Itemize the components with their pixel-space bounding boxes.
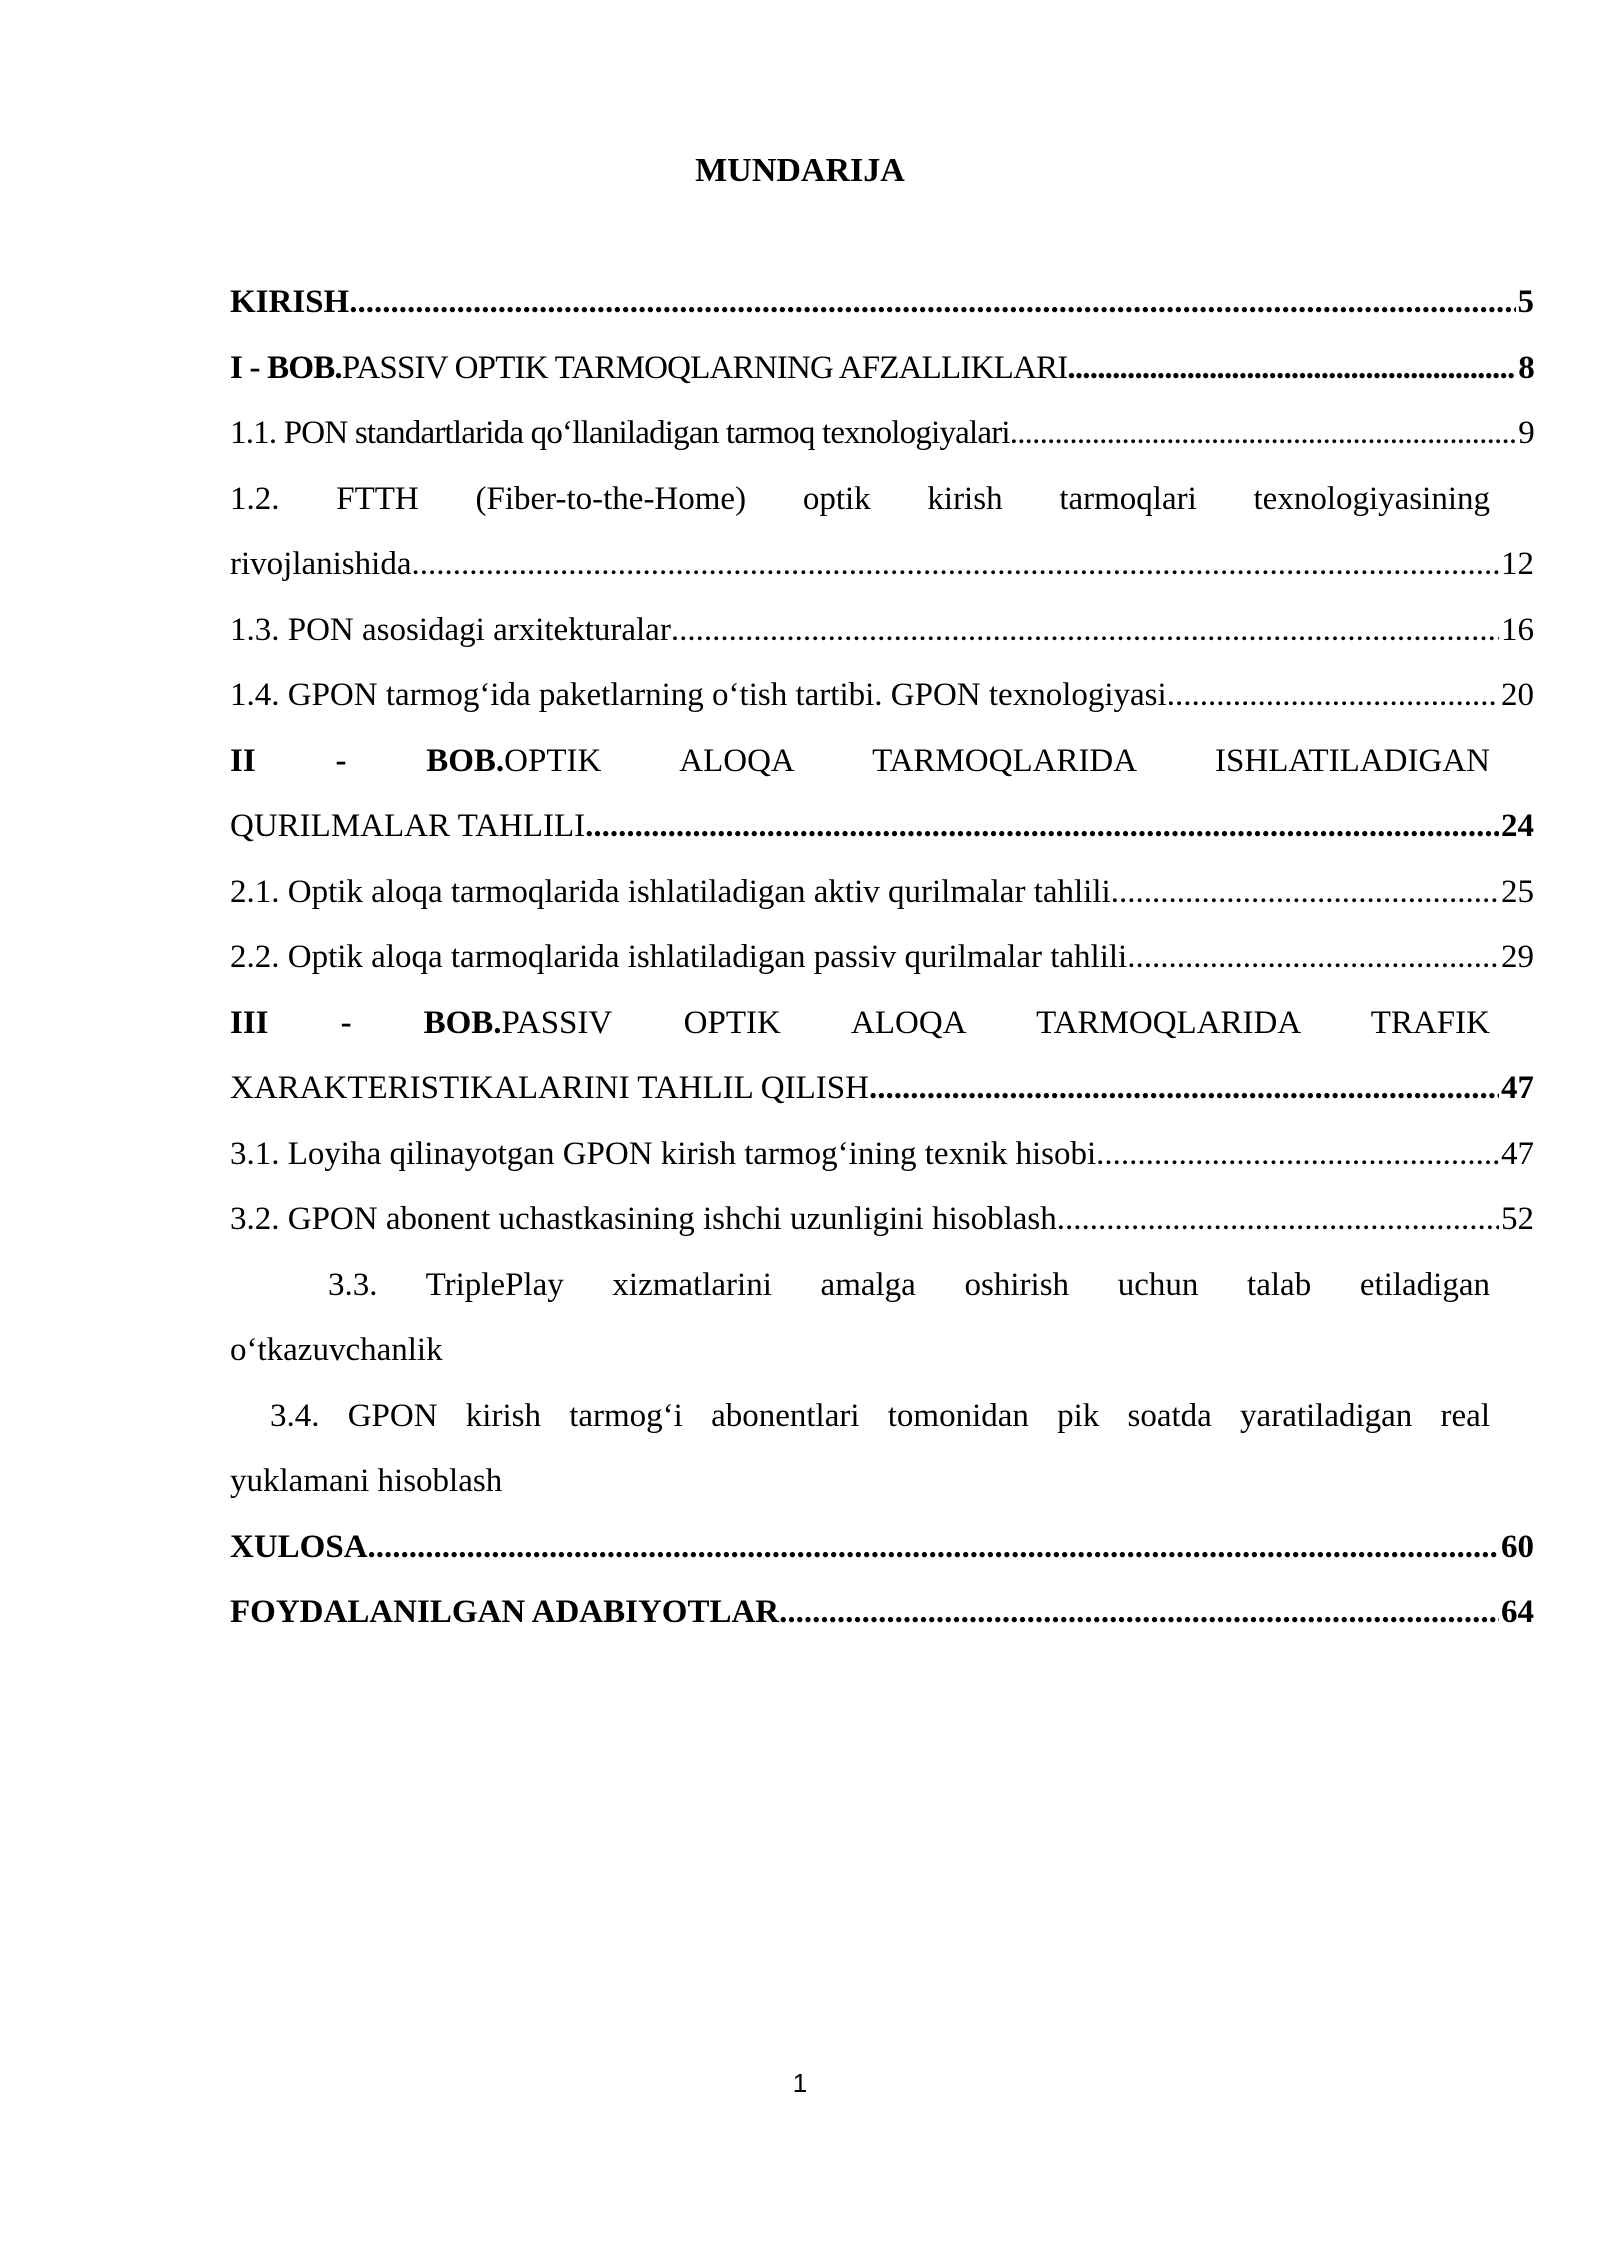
- toc-label: 3.2. GPON abonent uchastkasining ishchi uzunligini hisoblash: [230, 1201, 1057, 1237]
- toc-entry-chapter-1: [230, 350, 1534, 416]
- toc-leader: [671, 612, 1499, 649]
- toc-page: 24: [1501, 808, 1534, 844]
- toc-entry-adabiyotlar: [230, 1594, 1534, 1660]
- toc-label: 2.1. Optik aloqa tarmoqlarida ishlatiladigan aktiv qurilmalar tahlili: [230, 873, 1111, 910]
- toc-page: 9: [1518, 415, 1534, 451]
- toc-leader: [411, 546, 1499, 583]
- toc-page: 25: [1501, 873, 1534, 910]
- toc-label: QURILMALAR TAHLILI: [230, 808, 586, 844]
- toc-page: 16: [1501, 611, 1534, 648]
- toc-label: OPTIK ALOQA TARMOQLARIDA ISHLATILADIGAN: [504, 742, 1490, 779]
- toc-entry-chapter-3-line1: [230, 1005, 1534, 1071]
- toc-leader: [1111, 874, 1499, 911]
- toc-entry-3-4-line2: yuklamani hisoblash: [230, 1463, 503, 1499]
- toc-leader: [1096, 1136, 1499, 1173]
- toc-page: 29: [1501, 939, 1534, 975]
- toc-label: 2.2. Optik aloqa tarmoqlarida ishlatiladigan passiv qurilmalar tahlili: [230, 939, 1128, 975]
- toc-label: PASSIV OPTIK TARMOQLARNING AFZALLIKLARI: [341, 349, 1068, 386]
- toc-label: rivojlanishida: [230, 546, 412, 582]
- page-number: 1: [792, 2068, 808, 2098]
- toc-page: 47: [1501, 1135, 1534, 1172]
- toc-entry-3-4-line1: 3.4. GPON kirish tarmog‘i abonentlari tomonidan pik soatda yaratiladigan real: [270, 1397, 1490, 1434]
- toc-label: PASSIV OPTIK ALOQA TARMOQLARIDA TRAFIK: [501, 1004, 1490, 1041]
- toc-entry-1-2-line1: 1.2. FTTH (Fiber-to-the-Home) optik kirish tarmoqlari texnologiyasining: [230, 480, 1490, 517]
- toc-entry-chapter-2-line2: [230, 808, 1534, 874]
- toc-entry-kirish: [230, 284, 1534, 350]
- toc-label: 1.3. PON asosidagi arxitekturalar: [230, 611, 671, 648]
- chapter-number: I - BOB.: [230, 349, 342, 386]
- toc-page: 64: [1501, 1594, 1534, 1630]
- toc-leader: [1167, 677, 1499, 714]
- toc-leader: [1127, 939, 1499, 976]
- toc-entry-1-1: [230, 415, 1534, 481]
- toc-page: 60: [1501, 1528, 1534, 1565]
- toc-label: 1.1. PON standartlarida qo‘llaniladigan tarmoq texnologiyalari: [230, 415, 1010, 451]
- toc-leader: [349, 284, 1515, 321]
- toc-leader: [585, 808, 1499, 845]
- toc-leader: [779, 1594, 1499, 1631]
- toc-leader: [1057, 1201, 1499, 1238]
- table-of-contents: [230, 284, 1534, 1660]
- toc-leader: [368, 1529, 1499, 1566]
- toc-label: 3.1. Loyiha qilinayotgan GPON kirish tarmog‘ining texnik hisobi: [230, 1135, 1097, 1172]
- toc-entry-xulosa: [230, 1529, 1534, 1595]
- toc-entry-2-2: [230, 939, 1534, 1005]
- toc-leader: [1067, 350, 1516, 387]
- toc-label: XARAKTERISTIKALARINI TAHLIL QILISH: [230, 1070, 869, 1106]
- toc-entry-3-3-line2: o‘tkazuvchanlik: [230, 1332, 443, 1368]
- toc-entry-2-1: [230, 874, 1534, 940]
- toc-page: 12: [1501, 546, 1534, 582]
- toc-page: 52: [1501, 1201, 1534, 1237]
- page-title: MUNDARIJA: [695, 152, 905, 189]
- chapter-number: III - BOB.: [230, 1004, 502, 1041]
- toc-entry-1-4: [230, 677, 1534, 743]
- toc-entry-chapter-2-line1: [230, 743, 1534, 809]
- toc-entry-3-2: [230, 1201, 1534, 1267]
- toc-page: 47: [1501, 1070, 1534, 1106]
- toc-leader: [1010, 415, 1517, 452]
- toc-label: KIRISH: [230, 284, 350, 320]
- toc-entry-1-3: [230, 612, 1534, 678]
- toc-entry-3-3-line1: 3.3. TriplePlay xizmatlarini amalga oshirish uchun talab etiladigan: [328, 1266, 1490, 1303]
- chapter-number: II - BOB.: [230, 742, 505, 779]
- toc-page: 5: [1517, 284, 1534, 320]
- toc-label: XULOSA: [230, 1528, 368, 1565]
- toc-entry-chapter-3-line2: [230, 1070, 1534, 1136]
- toc-label: 1.4. GPON tarmog‘ida paketlarning o‘tish tartibi. GPON texnologiyasi: [230, 677, 1167, 713]
- toc-label: FOYDALANILGAN ADABIYOTLAR: [230, 1594, 780, 1630]
- toc-leader: [869, 1070, 1499, 1107]
- toc-page: 20: [1501, 677, 1534, 713]
- toc-entry-3-1: [230, 1136, 1534, 1202]
- toc-page: 8: [1518, 349, 1534, 386]
- toc-entry-1-2-line2: [230, 546, 1534, 612]
